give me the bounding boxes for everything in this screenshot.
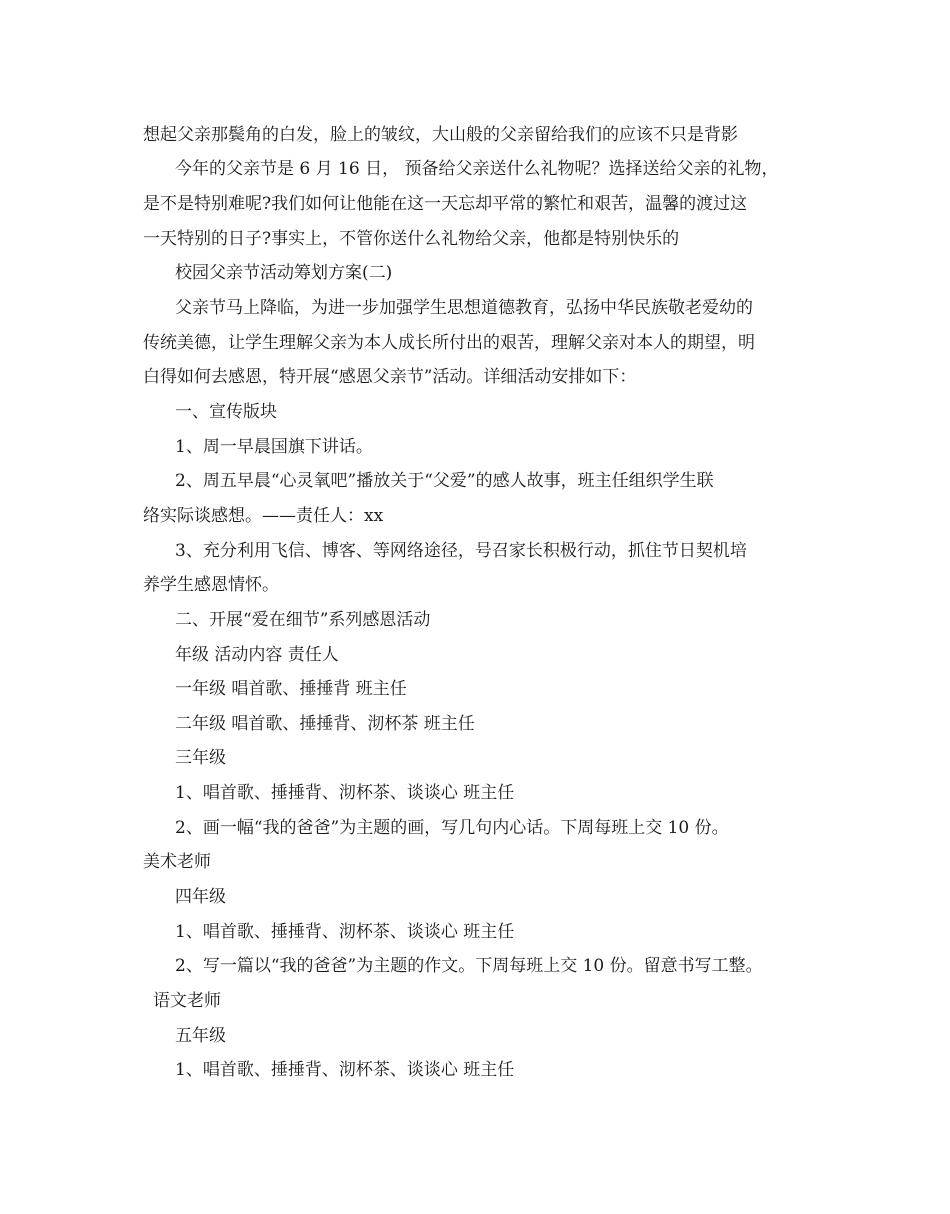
grade-heading: 三年级 <box>175 748 226 768</box>
list-item: 1、周一早晨国旗下讲话。 <box>175 437 373 457</box>
paragraph-line: 一天特别的日子?事实上，不管你送什么礼物给父亲，他都是特别快乐的 <box>143 229 680 249</box>
list-item: 3、充分利用飞信、博客、等网络途径，号召家长积极行动，抓住节日契机培 <box>175 541 747 561</box>
section-title: 校园父亲节活动筹划方案(二) <box>175 263 393 283</box>
paragraph-line: 语文老师 <box>153 991 221 1011</box>
list-item: 2、画一幅“我的爸爸”为主题的画，写几句内心话。下周每班上交 10 份。 <box>175 818 729 838</box>
table-row-line: 一年级 唱首歌、捶捶背 班主任 <box>175 679 407 699</box>
grade-heading: 四年级 <box>175 887 226 907</box>
list-item: 2、写一篇以“我的爸爸”为主题的作文。下周每班上交 10 份。留意书写工整。 <box>175 956 763 976</box>
table-header-line: 年级 活动内容 责任人 <box>175 645 339 665</box>
table-row-line: 二年级 唱首歌、捶捶背、沏杯茶 班主任 <box>175 714 475 734</box>
paragraph-line: 络实际谈感想。——责任人：xx <box>143 506 384 526</box>
paragraph-line: 美术老师 <box>143 852 211 872</box>
list-item: 2、周五早晨“心灵氧吧”播放关于“父爱”的感人故事，班主任组织学生联 <box>175 471 714 491</box>
grade-heading: 五年级 <box>175 1026 226 1046</box>
paragraph-line: 传统美德，让学生理解父亲为本人成长所付出的艰苦，理解父亲对本人的期望，明 <box>143 333 755 353</box>
paragraph-line: 白得如何去感恩，特开展“感恩父亲节”活动。详细活动安排如下： <box>143 367 637 387</box>
list-item: 1、唱首歌、捶捶背、沏杯茶、谈谈心 班主任 <box>175 922 515 942</box>
paragraph-line: 今年的父亲节是 6 月 16 日， 预备给父亲送什么礼物呢？选择送给父亲的礼物， <box>175 159 779 179</box>
paragraph-line: 养学生感恩情怀。 <box>143 575 279 595</box>
heading-line: 二、开展“爱在细节”系列感恩活动 <box>175 610 431 630</box>
paragraph-line: 父亲节马上降临，为进一步加强学生思想道德教育，弘扬中华民族敬老爱幼的 <box>175 298 753 318</box>
list-item: 1、唱首歌、捶捶背、沏杯茶、谈谈心 班主任 <box>175 783 515 803</box>
paragraph-line: 是不是特别难呢?我们如何让他能在这一天忘却平常的繁忙和艰苦，温馨的渡过这 <box>143 194 748 214</box>
list-item: 1、唱首歌、捶捶背、沏杯茶、谈谈心 班主任 <box>175 1060 515 1080</box>
heading-line: 一、宣传版块 <box>175 402 277 422</box>
paragraph-line: 想起父亲那鬓角的白发，脸上的皱纹，大山般的父亲留给我们的应该不只是背影 <box>143 125 738 145</box>
